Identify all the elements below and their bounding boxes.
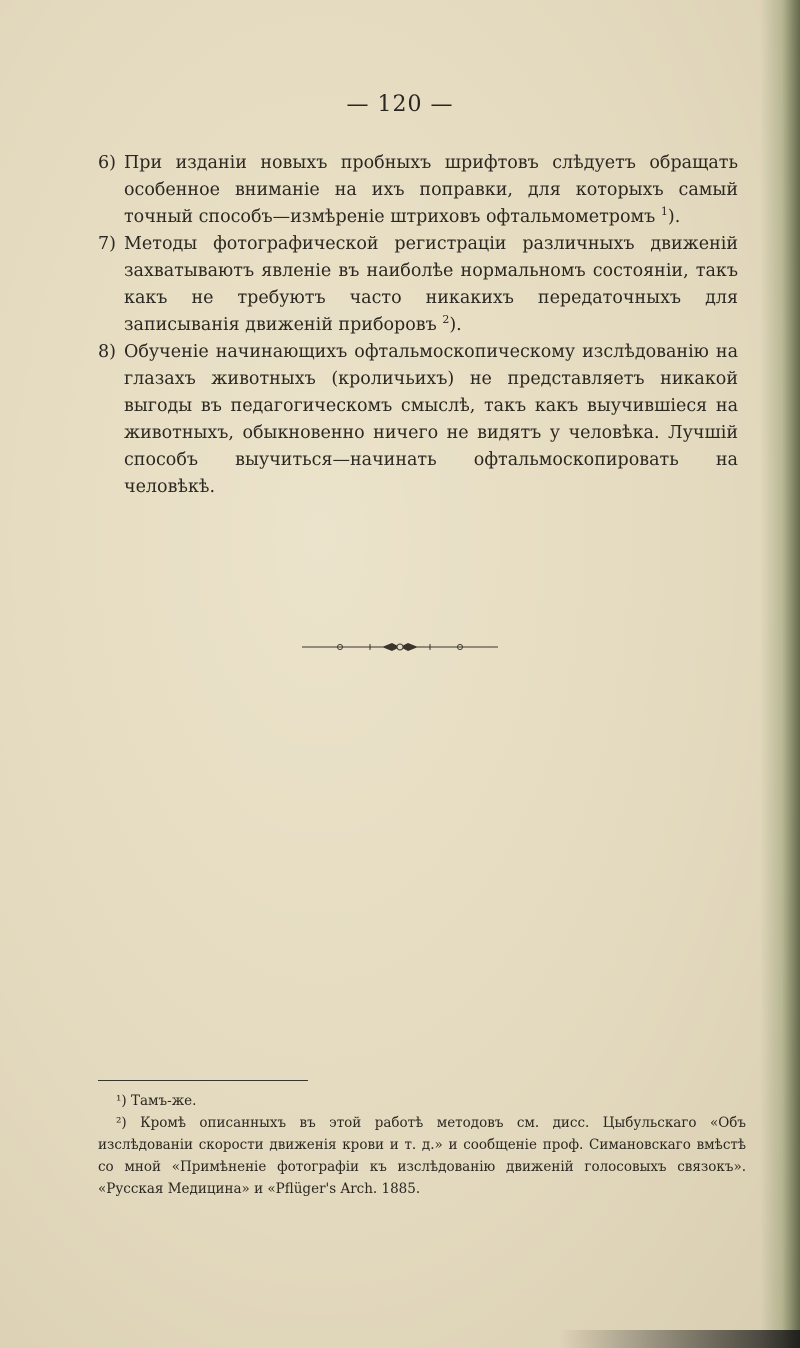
item-number: 8) [98, 342, 116, 362]
item-number: 7) [98, 234, 116, 254]
item-number: 6) [98, 153, 116, 173]
item-tail: ). [449, 315, 462, 335]
footnote-mark: ¹) [116, 1093, 127, 1109]
footnote-text: Кромѣ описанныхъ въ этой работѣ методовъ см. дисс. Цыбульскаго «Объ изслѣдованіи скорости движенія крови и т. д.» и сообщеніе проф. Симановскаго вмѣстѣ со мной «Примѣненіе фотографіи къ изслѣдованію движеній голосовыхъ связокъ». «Русская Медицина» и «Pflüger's Arch. 1885. [98, 1115, 747, 1197]
main-text [98, 150, 738, 501]
footnote-divider [98, 1080, 308, 1081]
list-item: 6) При изданіи новыхъ пробныхъ шрифтовъ слѣдуетъ обращать особенное вниманіе на ихъ поправки, для которыхъ самый точный способъ—измѣреніе штриховъ офтальмометромъ $^1$). [98, 150, 738, 231]
footnote-text: Тамъ-же. [130, 1093, 197, 1109]
page-number-header: — 120 — [346, 92, 454, 117]
footnote-ref: 1 [660, 205, 668, 219]
page-bottom-shadow [560, 1330, 800, 1348]
item-tail: . [674, 207, 681, 227]
ornament-divider-icon [300, 640, 500, 654]
footnotes [98, 1090, 746, 1200]
list-item [98, 231, 738, 339]
footnote [98, 1112, 746, 1200]
page-edge-shadow [760, 0, 800, 1348]
footnote [98, 1090, 746, 1112]
item-text: Обученіе начинающихъ офтальмоскопическому изслѣдованію на глазахъ животныхъ (кроличьихъ) не представляетъ никакой выгоды въ педагогическомъ смыслѣ, такъ какъ выучившіеся на животныхъ, обыкновенно ничего не видятъ у человѣка. Лучшій способъ выучиться—начинать офтальмоскопировать на человѣкѣ. [124, 342, 738, 497]
item-text: При изданіи новыхъ пробныхъ шрифтовъ слѣдуетъ обращать особенное вниманіе на ихъ поправки, для которыхъ самый точный способъ—измѣреніе штриховъ офтальмометромъ [124, 153, 738, 227]
list-item [98, 339, 738, 501]
footnote-ref: 2 [442, 313, 450, 327]
item-text: Методы фотографической регистраціи различныхъ движеній захватываютъ явленіе въ наиболѣе нормальномъ состояніи, такъ какъ не требуютъ часто никакихъ передаточныхъ для записыванія движеній приборовъ [124, 234, 738, 335]
footnote-mark: ²) [116, 1115, 127, 1131]
